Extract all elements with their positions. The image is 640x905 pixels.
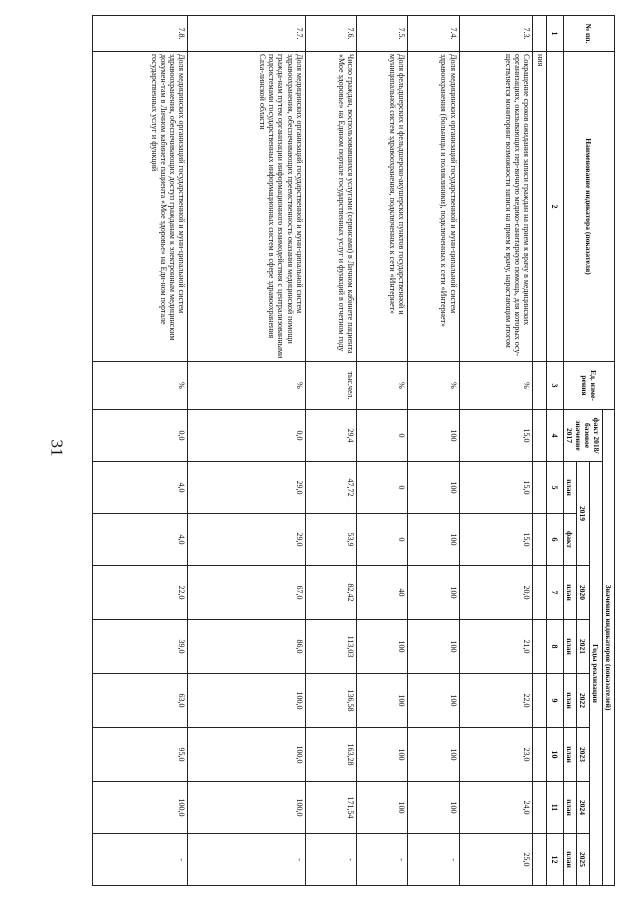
row-plan-2024: 100 [357,782,408,834]
header-2024: 2024 [577,782,590,834]
header-2020: 2020 [577,566,590,620]
row-no: 7.4. [408,16,459,52]
row-fact-2019: 100 [408,514,459,566]
row-plan-2025: - [188,834,305,886]
row-plan-2023: 100 [408,728,459,782]
column-index: 7 [547,566,564,620]
table-row [408,16,459,886]
row-plan-2024: 24,0 [459,782,532,834]
row-plan-2020: 22,0 [93,566,188,620]
row-name: Доля медицинских организаций государственной и муни-ципальной систем здравоохранения, обеспечивающих доступ гражданам к электронным медицинским докумен-там в Личном кабинете пациента «Мое здоровье» на Еди-ном портале государственных услуг и функций [93,52,188,362]
row-unit: % [459,362,532,410]
row-plan-2022: 63,0 [93,674,188,728]
header-2021: 2021 [577,620,590,674]
row-plan-2021: 113,03 [305,620,356,674]
row-unit: % [357,362,408,410]
row-plan-2025: - [357,834,408,886]
report-sheet [95,15,615,885]
header-2019: 2019 [577,462,590,566]
row-plan-2019: 4,0 [93,462,188,514]
table-row-fragment [533,16,547,886]
header-2023: 2023 [577,728,590,782]
row-plan-2023: 23,0 [459,728,532,782]
row-no: 7.7. [188,16,305,52]
row-fact-2019: 4,0 [93,514,188,566]
row-fact-2019: 15,0 [459,514,532,566]
row-plan-2025: - [305,834,356,886]
table-row [357,16,408,886]
column-index: 8 [547,620,564,674]
header-plan: план [564,674,577,728]
header-plan: план [564,728,577,782]
header-values-group: Значения индикаторов (показателей) [603,410,615,886]
row-plan-2022: 136,58 [305,674,356,728]
row-plan-2022: 100 [357,674,408,728]
column-index: 11 [547,782,564,834]
row-plan-2021: 86,0 [188,620,305,674]
row-plan-2019: 47,72 [305,462,356,514]
row-plan-2025: - [93,834,188,886]
row-name: Доля медицинских организаций государственной и муни-ципальной систем здравоохранения, обеспечивающих преемственность оказания медицинской помощи гражда-нам путем организации информационного взаимодействия с централизованными подсистемами государственных информационных систем в сфере здравоохранения Саха-линской области [188,52,305,362]
row-plan-2019: 15,0 [459,462,532,514]
header-plan: план [564,462,577,514]
row-plan-2020: 100 [408,566,459,620]
column-index: 4 [547,410,564,462]
row-plan-2020: 67,0 [188,566,305,620]
row-plan-2025: 25,0 [459,834,532,886]
row-unit: % [408,362,459,410]
row-no: 7.6. [305,16,356,52]
column-index: 2 [547,52,564,362]
row-name: Сокращение сроков ожидания записи граждан на прием к врачу в медицинских организациях, оказывающих пер-вичную медико-санитарную помощь, для которых осу-ществляется мониторинг возможности записи на прием к врачу, нарастающим итогом [459,52,532,362]
header-plan: план [564,566,577,620]
row-name: Доля фельдшерских и фельдшерско-акушерских пунктов государственной и муниципальной систем здравоохранения, подключенных к сети «Интернет» [357,52,408,362]
page-number: 31 [47,439,67,457]
row-name: Доля медицинских организаций государственной и муни-ципальной систем здравоохранения (больницы и поликлиники), подключенных к сети «Интернет» [408,52,459,362]
header-2022: 2022 [577,674,590,728]
row-plan-2023: 95,0 [93,728,188,782]
header-base: факт 2018/ базовое значение 2017 [564,410,603,462]
row-unit: % [188,362,305,410]
table-row [188,16,305,886]
row-fact-2019: 53,9 [305,514,356,566]
row-no: 7.5. [357,16,408,52]
row-no: 7.8. [93,16,188,52]
header-years-group: Годы реализации [590,462,603,886]
header-plan: план [564,782,577,834]
fragment-text: ния [533,52,547,362]
row-plan-2021: 100 [408,620,459,674]
column-index: 9 [547,674,564,728]
row-fact-2019: 0 [357,514,408,566]
header-name: Наименование индикатора (показателя) [564,52,615,362]
column-index: 5 [547,462,564,514]
table-row [93,16,188,886]
column-index-row [547,16,564,886]
column-index: 10 [547,728,564,782]
row-plan-2022: 22,0 [459,674,532,728]
row-plan-2020: 40 [357,566,408,620]
row-plan-2020: 82,42 [305,566,356,620]
header-fact: факт [564,514,577,566]
header-no: № пп. [564,16,615,52]
row-plan-2022: 100,0 [188,674,305,728]
header-2025: 2025 [577,834,590,886]
row-name: Число граждан, воспользовавшихся услугами (сервисами) в Личном кабинете пациента «Мое здоровье» на Едином портале государственных услуг и функций в отчетном году [305,52,356,362]
row-plan-2023: 100 [357,728,408,782]
header-unit: Ед. изме-рения [564,362,615,410]
row-plan-2021: 100 [357,620,408,674]
row-plan-2022: 100 [408,674,459,728]
header-plan: план [564,620,577,674]
row-unit: % [93,362,188,410]
row-plan-2019: 0 [357,462,408,514]
column-index: 3 [547,362,564,410]
table-row [459,16,532,886]
row-plan-2021: 39,0 [93,620,188,674]
table-row [305,16,356,886]
row-plan-2024: 100,0 [93,782,188,834]
row-base: 0 [357,410,408,462]
row-base: 100 [408,410,459,462]
row-base: 0,0 [188,410,305,462]
row-no: 7.3. [459,16,532,52]
row-plan-2021: 21,0 [459,620,532,674]
row-plan-2019: 29,0 [188,462,305,514]
row-plan-2023: 100,0 [188,728,305,782]
column-index: 1 [547,16,564,52]
indicators-table [92,15,615,886]
column-index: 6 [547,514,564,566]
row-plan-2024: 100,0 [188,782,305,834]
row-base: 15,0 [459,410,532,462]
row-plan-2025: - [408,834,459,886]
row-fact-2019: 29,0 [188,514,305,566]
row-unit: тыс.чел. [305,362,356,410]
row-plan-2019: 100 [408,462,459,514]
row-plan-2023: 163,28 [305,728,356,782]
row-plan-2024: 100 [408,782,459,834]
row-plan-2020: 20,0 [459,566,532,620]
column-index: 12 [547,834,564,886]
row-base: 0,0 [93,410,188,462]
row-base: 29,4 [305,410,356,462]
header-plan: план [564,834,577,886]
row-plan-2024: 171,54 [305,782,356,834]
